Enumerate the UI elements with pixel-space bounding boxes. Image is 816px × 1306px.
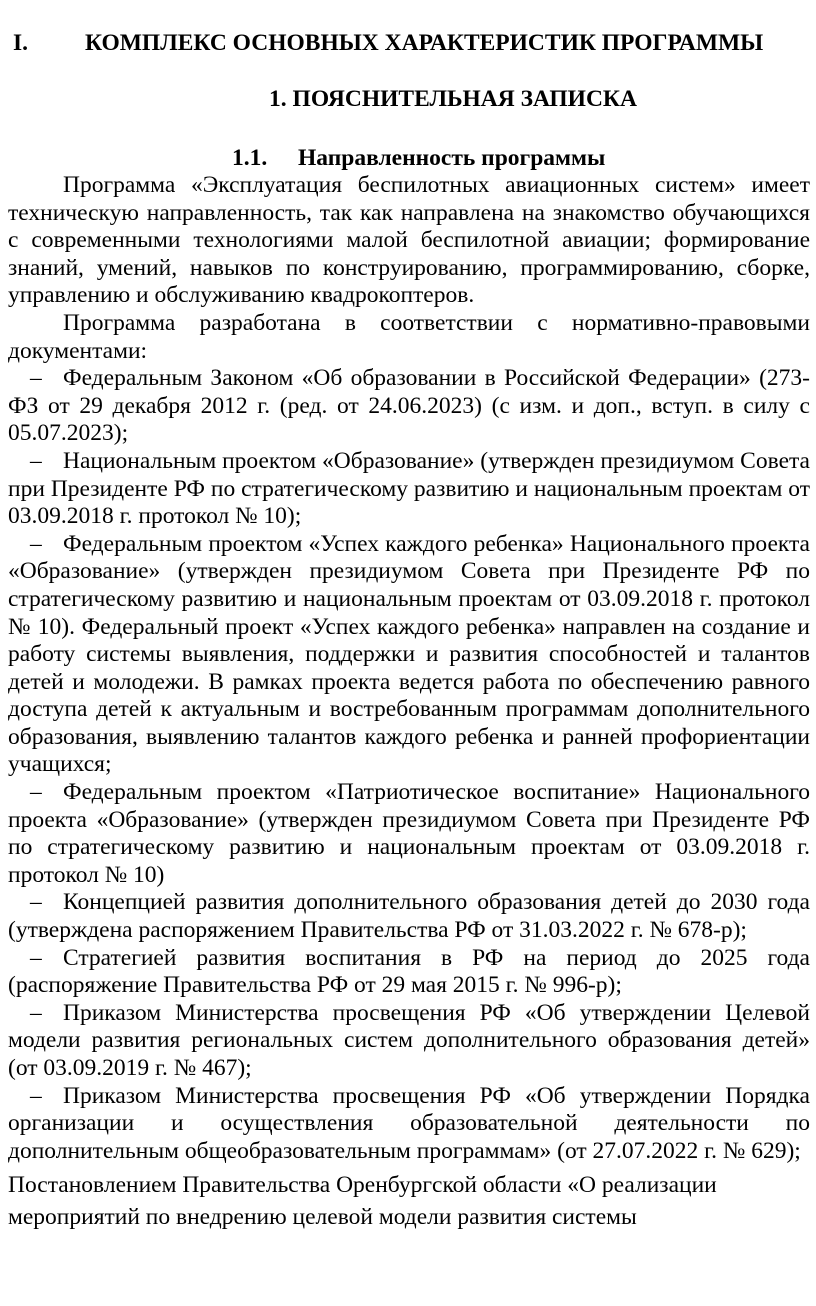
- list-item: [8, 889, 810, 944]
- list-dash: –: [30, 889, 42, 916]
- list-item: [8, 1083, 810, 1166]
- subsection-number: 1.1.: [232, 145, 268, 171]
- list-item-text: Приказом Министерства просвещения РФ «Об утверждении Порядка организации и осуществления образовательной деятельности по дополнительным общеобразовательным программам» (от 27.07.2022 г. № 629);: [8, 1082, 810, 1164]
- section-number: I.: [13, 30, 29, 56]
- docs-intro-paragraph: Программа разработана в соответствии с нормативно-правовыми документами:: [8, 309, 810, 364]
- list-item: [8, 448, 810, 531]
- document-body: [8, 172, 810, 1233]
- list-dash: –: [30, 447, 42, 474]
- section-heading: [13, 28, 796, 58]
- list-dash: –: [30, 365, 42, 392]
- list-dash: –: [30, 999, 42, 1026]
- tail-paragraph: Постановлением Правительства Оренбургской области «О реализации мероприятий по внедрению целевой модели развития системы: [8, 1172, 717, 1231]
- subsection-title: Направленность программы: [298, 145, 606, 171]
- list-dash: –: [30, 1082, 42, 1109]
- list-item: [8, 779, 810, 889]
- list-dash: –: [30, 944, 42, 971]
- list-item-text: Приказом Министерства просвещения РФ «Об утверждении Целевой модели развития региональных систем дополнительного образования детей» (от 03.09.2019 г. № 467);: [8, 999, 810, 1081]
- section-title: КОМПЛЕКС ОСНОВНЫХ ХАРАКТЕРИСТИК ПРОГРАММЫ: [85, 30, 764, 56]
- list-item-text: Национальным проектом «Образование» (утвержден президиумом Совета при Президенте РФ по стратегическому развитию и национальным проектам от 03.09.2018 г. протокол № 10);: [8, 447, 810, 530]
- chapter-heading: 1. ПОЯСНИТЕЛЬНАЯ ЗАПИСКА: [269, 86, 637, 112]
- intro-paragraph: Программа «Эксплуатация беспилотных авиационных систем» имеет техническую направленность, так как направлена на знакомство обучающихся с современными технологиями малой беспилотной авиации; формирование знаний, умений, навыков по конструированию, программированию, сборке, управлению и обслуживанию квадрокоптеров.: [8, 172, 810, 309]
- list-dash: –: [30, 779, 42, 806]
- list-item: [8, 531, 810, 779]
- list-item-text: Концепцией развития дополнительного образования детей до 2030 года (утверждена распоряжением Правительства РФ от 31.03.2022 г. № 678-р);: [8, 889, 810, 944]
- list-item-text: Федеральным проектом «Патриотическое воспитание» Национального проекта «Образование» (утвержден президиумом Совета при Президенте РФ по стратегическому развитию и национальным проектам от 03.09.2018 г. протокол № 10): [8, 779, 810, 888]
- list-dash: –: [30, 530, 42, 557]
- list-item-text: Федеральным проектом «Успех каждого ребенка» Национального проекта «Образование» (утвержден президиумом Совета при Президенте РФ по стратегическому развитию и национальным проектам от 03.09.2018 г. протокол № 10). Федеральный проект «Успех каждого ребенка» направлен на создание и работу системы выявления, поддержки и развития способностей и талантов детей и молодежи. В рамках проекта ведется работа по обеспечению равного доступа детей к актуальным и востребованным программам дополнительного образования, выявлению талантов каждого ребенка и ранней профориентации учащихся;: [8, 530, 810, 778]
- list-item-text: Федеральным Законом «Об образовании в Российской Федерации» (273-ФЗ от 29 декабря 2012 г. (ред. от 24.06.2023) (с изм. и доп., вступ. в силу с 05.07.2023);: [8, 365, 810, 447]
- list-item-text: Стратегией развития воспитания в РФ на период до 2025 года (распоряжение Правительства РФ от 29 мая 2015 г. № 996-р);: [8, 944, 810, 999]
- list-item: [8, 1000, 810, 1083]
- list-item: [8, 945, 810, 1000]
- list-item: [8, 365, 810, 448]
